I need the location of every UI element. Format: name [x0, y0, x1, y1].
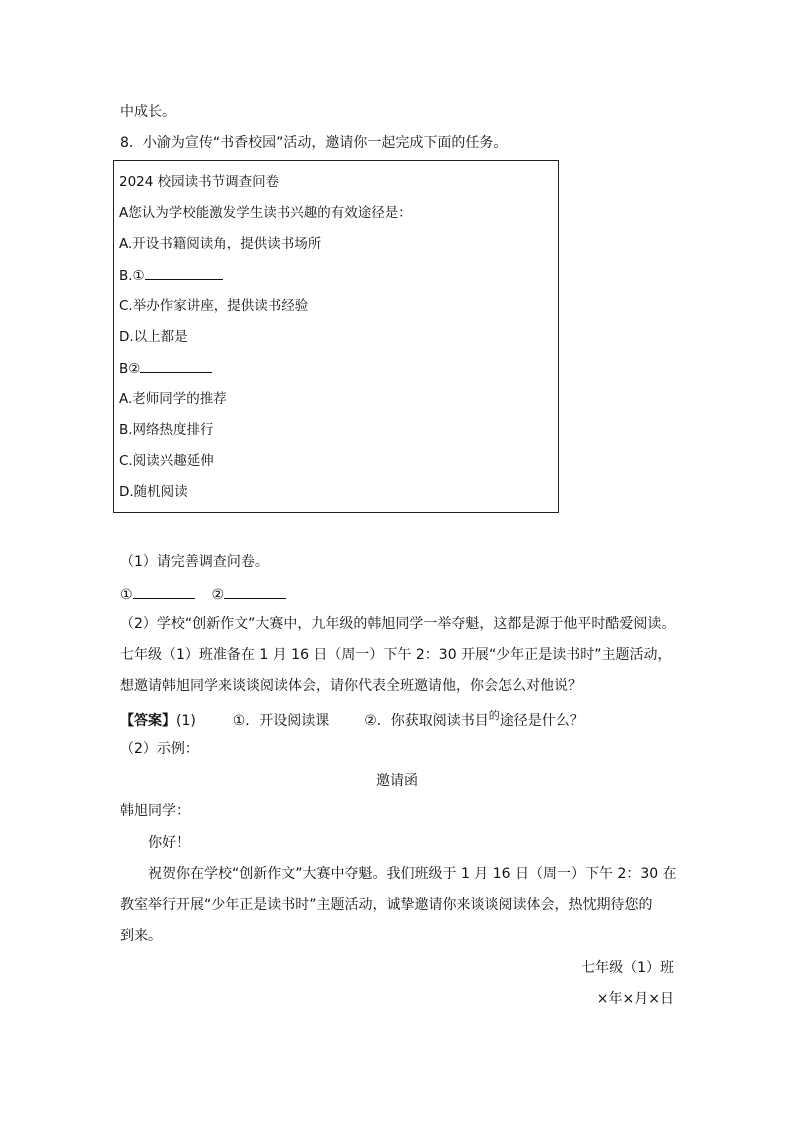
survey-option-a2-label: B.①	[119, 268, 145, 284]
answer-1: ①．开设阅读课	[232, 713, 330, 729]
answer-label: 【答案】	[120, 713, 176, 729]
answer-line	[120, 711, 584, 732]
letter-salutation: 韩旭同学：	[120, 803, 190, 819]
sub-question-2-line1: （2）学校“创新作文”大赛中，九年级的韩旭同学一举夺魁，这都是源于他平时酷爱阅读。	[120, 616, 676, 632]
answer-2-pre: ②．你获取阅读书目	[364, 713, 489, 729]
survey-question-b-label: B②	[119, 361, 141, 377]
letter-signature: 七年级（1）班	[581, 960, 674, 976]
survey-question-b	[119, 358, 212, 379]
letter-title: 邀请函	[376, 773, 418, 789]
answer-blank-2-label: ②	[211, 587, 225, 603]
survey-option-a3: C.举办作家讲座，提供读书经验	[119, 298, 309, 314]
survey-option-b4: D.随机阅读	[119, 484, 188, 500]
survey-question-a: A您认为学校能激发学生读书兴趣的有效途径是：	[119, 205, 412, 221]
answer-blank-1-label: ①	[120, 587, 133, 603]
answer-blank-1	[133, 584, 195, 599]
answer-2-post: 途径是什么？	[499, 713, 584, 729]
question-8-stem: 8．小渝为宣传“书香校园”活动，邀请你一起完成下面的任务。	[120, 135, 508, 151]
survey-option-b2: B.网络热度排行	[119, 422, 214, 438]
sub-question-2-line2: 七年级（1）班准备在 1 月 16 日（周一）下午 2：30 开展“少年正是读书时”主题活动，	[120, 647, 672, 663]
answer-part1-num: (1)	[176, 713, 196, 729]
survey-box	[113, 160, 559, 513]
sub-question-1-blanks	[120, 584, 286, 605]
sub-question-1: （1）请完善调查问卷。	[120, 554, 269, 570]
letter-greeting: 你好！	[148, 835, 190, 851]
survey-option-b3: C.阅读兴趣延伸	[119, 453, 214, 469]
survey-blank-1	[145, 265, 223, 280]
answer-blank-2	[224, 584, 286, 599]
letter-body-line3: 到来。	[120, 928, 162, 944]
continuation-text: 中成长。	[120, 104, 176, 120]
survey-option-a2	[119, 265, 223, 286]
survey-option-b1: A.老师同学的推荐	[119, 391, 227, 407]
letter-body-line2: 教室举行开展“少年正是读书时”主题活动，诚挚邀请你来谈谈阅读体会，热忱期待您的	[120, 897, 653, 913]
survey-title: 2024 校园读书节调查问卷	[119, 174, 280, 190]
letter-date: ×年×月×日	[596, 991, 674, 1007]
letter-body-line1: 祝贺你在学校“创新作文”大赛中夺魁。我们班级于 1 月 16 日（周一）下午 2：30 在	[148, 866, 677, 882]
survey-option-a4: D.以上都是	[119, 329, 188, 345]
sub-question-2-line3: 想邀请韩旭同学来谈谈阅读体会，请你代表全班邀请他，你会怎么对他说？	[120, 678, 582, 694]
survey-option-a1: A.开设书籍阅读角，提供读书场所	[119, 236, 322, 252]
answer-2-sup: 的	[488, 709, 500, 722]
survey-blank-2	[140, 358, 212, 373]
answer-part2: （2）示例：	[120, 741, 199, 757]
